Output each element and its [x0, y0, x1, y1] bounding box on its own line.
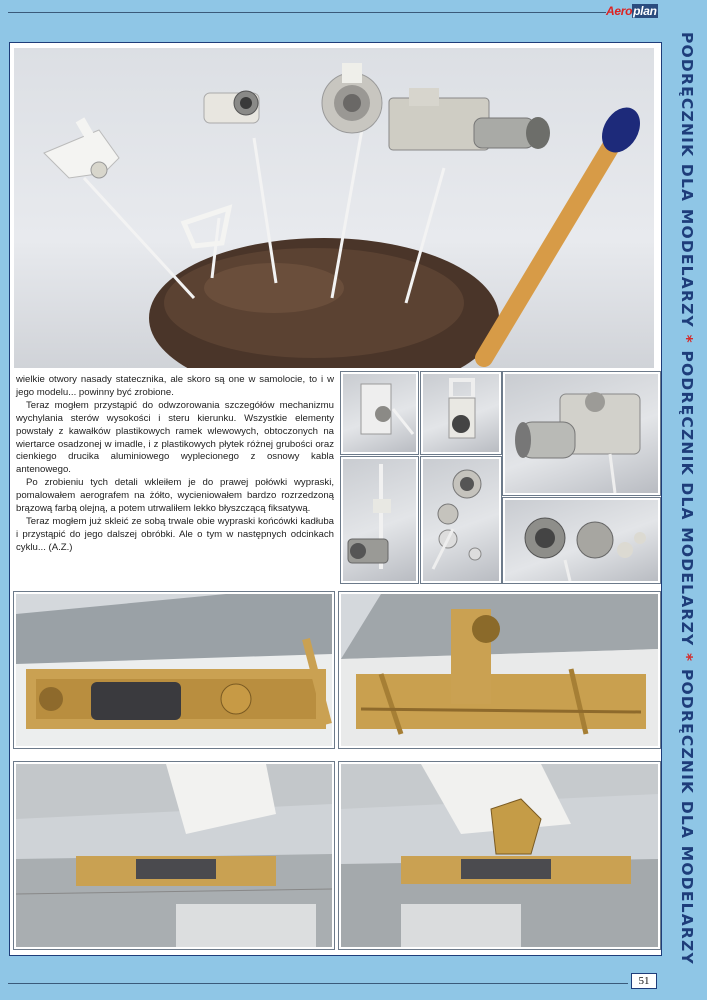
detail-photo-1	[341, 372, 418, 454]
detail-photo-6	[503, 498, 660, 583]
fuselage-photo-4	[339, 762, 660, 949]
logo-part-aero: Aero	[606, 4, 633, 18]
article-paragraph: Teraz mogłem już skleić ze sobą trwale obie wypraski końcówki kadłuba i przystąpić do jego dalszej obróbki. Ale o tym w następnych odcinkach cyklu... (A.Z.)	[16, 515, 334, 553]
detail-photo-2	[421, 372, 501, 454]
detail-photo-3	[503, 372, 660, 495]
hero-photo-detail-parts	[14, 48, 654, 368]
article-paragraph: wielkie otwory nasady statecznika, ale skoro są one w samolocie, to i w jego modelu... powinny być zrobione.	[16, 374, 334, 398]
header-rule	[8, 12, 606, 13]
footer-rule	[8, 983, 628, 984]
article-paragraph: Teraz mogłem przystąpić do odwzorowania szczegółów mechanizmu wychylania sterów wysokości i steru kierunku. Wszystkie elementy powstały z kawałków plastikowych ramek wlewowych, obtoczonych na wiertarce osadzonej w imadle, i z plastikowych płytek różnej grubości oraz cienkiego drucika aluminiowego wyplecionego z osnowy kabla antenowego.	[16, 399, 334, 476]
logo-part-plan: plan	[633, 4, 657, 18]
aeroplan-logo	[606, 4, 658, 18]
banner-star-1: *	[678, 334, 696, 344]
article-body	[16, 374, 334, 555]
detail-photo-5	[421, 457, 501, 583]
banner-star-2: *	[678, 652, 696, 662]
banner-label-3: PODRĘCZNIK DLA MODELARZY	[678, 668, 696, 965]
banner-label-2: PODRĘCZNIK DLA MODELARZY	[678, 350, 696, 646]
page-number: 51	[631, 973, 657, 989]
banner-label-1: PODRĘCZNIK DLA MODELARZY	[678, 31, 696, 328]
fuselage-photo-3	[14, 762, 334, 949]
section-banner	[674, 31, 700, 965]
detail-photo-4	[341, 457, 418, 583]
fuselage-photo-2	[339, 592, 660, 748]
article-paragraph: Po zrobieniu tych detali wkleiłem je do prawej połówki wypraski, pomalowałem aerografem na żółto, wycieniowałem bardzo rozrzedzoną brązową farbą olejną, a potem utrwaliłem lekko błyszczącą fiksatywą.	[16, 477, 334, 515]
fuselage-photo-1	[14, 592, 334, 748]
